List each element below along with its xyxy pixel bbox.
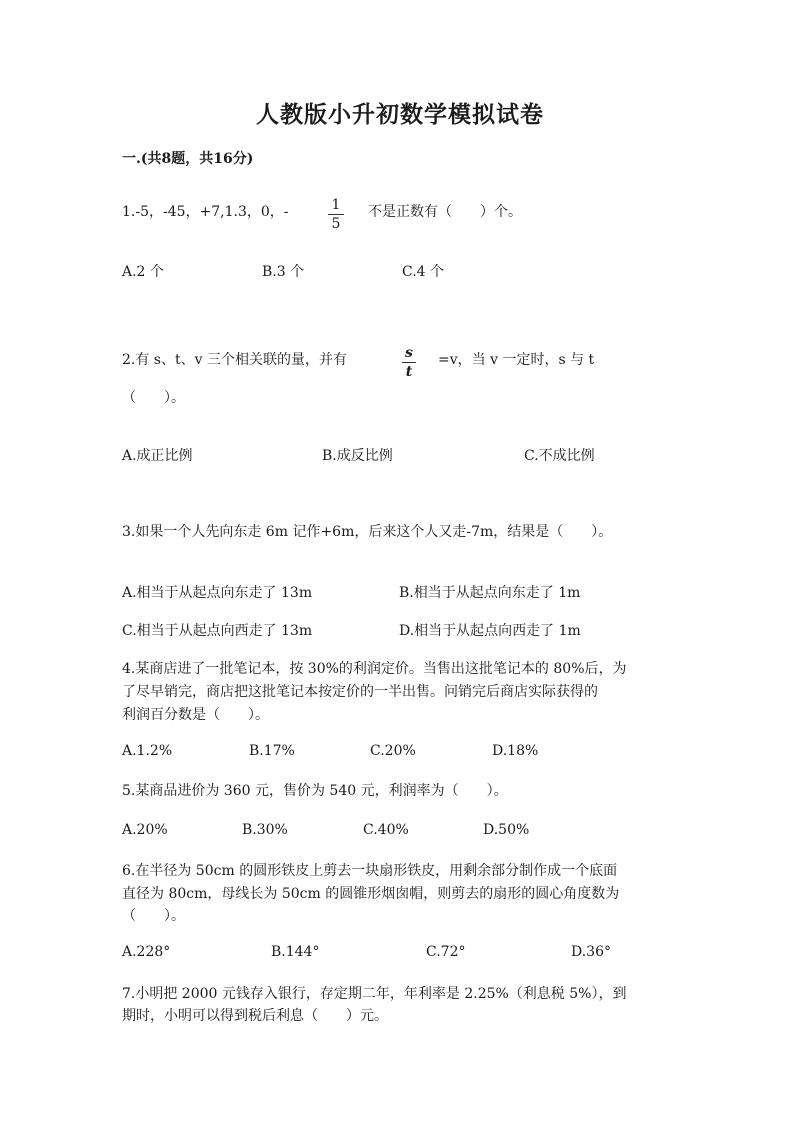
q2-option-c: C.不成比例: [524, 448, 595, 464]
q6-option-d: D.36°: [571, 944, 611, 960]
q7-text-line2: 期时，小明可以得到税后利息（ ）元。: [122, 1008, 388, 1024]
q6-text-line2: 直径为 80cm，母线长为 50cm 的圆锥形烟囱帽，则剪去的扇形的圆心角度数为: [122, 886, 620, 902]
q5-option-d: D.50%: [483, 822, 530, 838]
q2-fraction-numerator: s: [405, 345, 413, 361]
q4-option-d: D.18%: [492, 743, 539, 759]
q2-fraction-bar: [402, 362, 416, 363]
q4-text-line3: 利润百分数是（ ）。: [122, 707, 269, 723]
q1-fraction-numerator: 1: [331, 197, 341, 213]
q2-text-post: =v，当 v 一定时，s 与 t: [438, 352, 595, 368]
q2-fraction: [402, 346, 416, 379]
q1-option-c: C.4 个: [402, 264, 445, 280]
q6-text-line3: （ ）。: [122, 908, 185, 924]
q1-fraction: [328, 198, 344, 231]
q5-option-b: B.30%: [242, 822, 288, 838]
q1-text-post: 不是正数有（ ）个。: [368, 204, 522, 220]
q4-text-line1: 4.某商店进了一批笔记本，按 30%的利润定价。当售出这批笔记本的 80%后，为: [122, 661, 627, 677]
q6-option-c: C.72°: [426, 944, 466, 960]
page-title: 人教版小升初数学模拟试卷: [256, 101, 544, 128]
q1-option-a: A.2 个: [122, 264, 164, 280]
q2-fraction-denominator: t: [405, 364, 413, 380]
q6-option-a: A.228°: [122, 944, 171, 960]
q2-text-pre: 2.有 s、t、v 三个相关联的量，并有: [122, 352, 347, 368]
q3-option-a: A.相当于从起点向东走了 13m: [122, 585, 313, 601]
q4-option-a: A.1.2%: [122, 743, 173, 759]
q1-option-b: B.3 个: [262, 264, 305, 280]
q2-option-b: B.成反比例: [322, 448, 393, 464]
section-heading: 一.(共8题，共16分): [122, 151, 254, 167]
q3-text: 3.如果一个人先向东走 6m 记作+6m，后来这个人又走-7m，结果是（ ）。: [122, 524, 613, 540]
q4-text-line2: 了尽早销完，商店把这批笔记本按定价的一半出售。问销完后商店实际获得的: [122, 684, 598, 700]
q5-text: 5.某商品进价为 360 元，售价为 540 元，利润率为（ ）。: [122, 783, 508, 799]
q3-option-d: D.相当于从起点向西走了 1m: [399, 623, 581, 639]
q1-text-pre: 1.-5，-45，+7,1.3，0，-: [122, 204, 289, 220]
q2-option-a: A.成正比例: [122, 448, 193, 464]
q3-option-c: C.相当于从起点向西走了 13m: [122, 623, 313, 639]
q4-option-c: C.20%: [370, 743, 416, 759]
q3-option-b: B.相当于从起点向东走了 1m: [399, 585, 581, 601]
q5-option-a: A.20%: [122, 822, 168, 838]
q6-option-b: B.144°: [271, 944, 320, 960]
q4-option-b: B.17%: [249, 743, 295, 759]
q5-option-c: C.40%: [363, 822, 409, 838]
q6-text-line1: 6.在半径为 50cm 的圆形铁皮上剪去一块扇形铁皮，用剩余部分制作成一个底面: [122, 863, 618, 879]
q1-fraction-bar: [328, 214, 344, 215]
q1-fraction-denominator: 5: [331, 216, 341, 232]
q7-text-line1: 7.小明把 2000 元钱存入银行，存定期二年，年利率是 2.25%（利息税 5%），到: [122, 986, 627, 1002]
q2-text-line2: （ ）。: [122, 390, 185, 406]
